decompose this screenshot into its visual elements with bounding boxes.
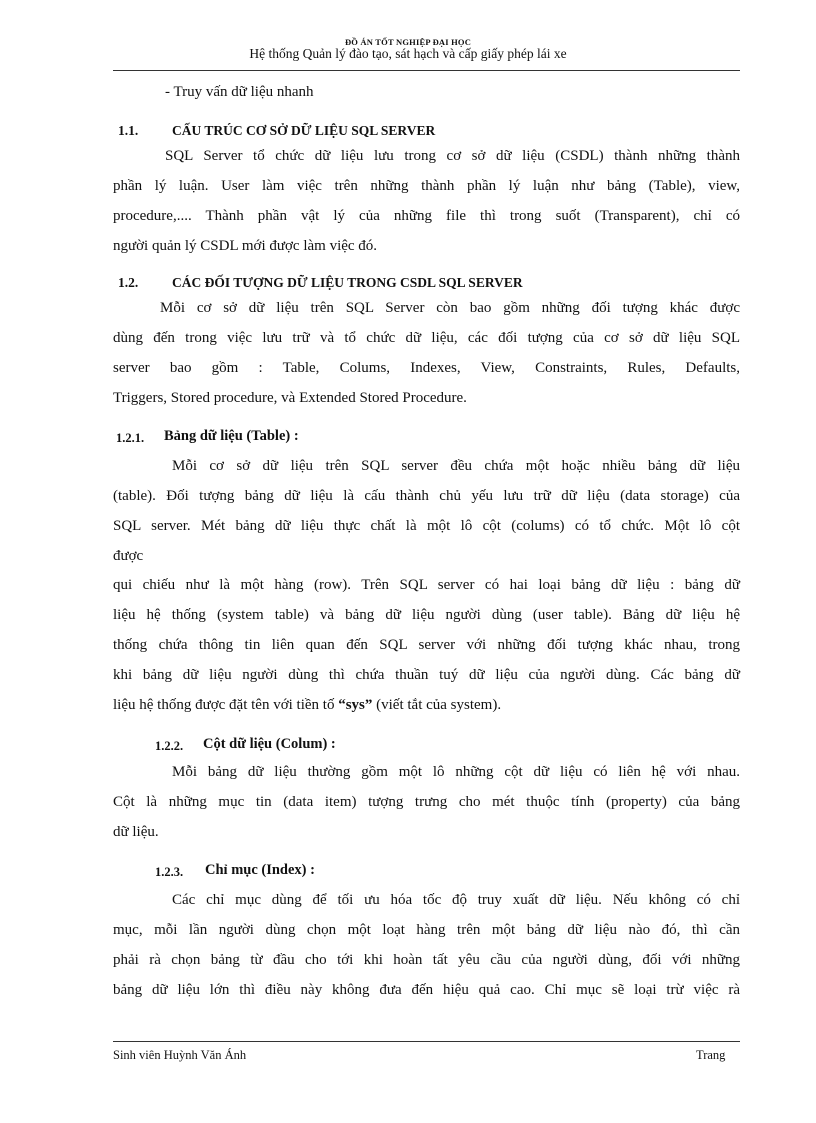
section-1-2-3-number: 1.2.3.: [155, 865, 184, 879]
section-1-1-line: phần lý luận. User làm việc trên những thành phần lý luận như bảng (Table), view,: [113, 178, 740, 194]
section-1-2-line: Mỗi cơ sở dữ liệu trên SQL Server còn bao gồm những đối tượng khác được: [160, 300, 740, 316]
header-subtitle: Hệ thống Quản lý đào tạo, sát hạch và cấp giấy phép lái xe: [249, 46, 567, 61]
last-line-post: (viết tắt của system).: [372, 697, 502, 713]
section-1-2-1-line: liệu hệ thống (system table) và bảng dữ liệu người dùng (user table). Bảng dữ liệu hệ: [113, 607, 740, 623]
section-1-2-3-title: Chỉ mục (Index) :: [205, 862, 315, 878]
section-1-2-1-line: (table). Đối tượng bảng dữ liệu là cấu thành chủ yếu lưu trữ dữ liệu (data storage) của: [113, 488, 740, 504]
section-1-1-title: CẤU TRÚC CƠ SỞ DỮ LIỆU SQL SERVER: [172, 123, 436, 138]
section-1-2-3-line: bảng dữ liệu lớn thì điều này không đưa đến hiệu quả cao. Chỉ mục sẽ loại trừ việc rà: [113, 982, 740, 998]
section-1-2-1-last-line: [113, 696, 501, 714]
section-1-1-line: procedure,.... Thành phần vật lý của những file thì trong suốt (Transparent), chỉ có: [113, 208, 740, 224]
section-1-2-1-line: qui chiếu như là một hàng (row). Trên SQL server có hai loại bảng dữ liệu : bảng dữ: [113, 577, 740, 593]
section-1-2-1-line: khi bảng dữ liệu người dùng thì chứa thuần tuý dữ liệu của người dùng. Các bảng dữ: [113, 667, 740, 683]
section-1-2-2-line: Mỗi bảng dữ liệu thường gồm một lô những cột dữ liệu có liên hệ với nhau.: [172, 764, 740, 780]
header-divider: [113, 70, 740, 71]
section-1-1-line: SQL Server tổ chức dữ liệu lưu trong cơ sở dữ liệu (CSDL) thành những thành: [165, 148, 740, 164]
section-1-2-2-line: Cột là những mục tin (data item) tượng trưng cho mét thuộc tính (property) của bảng: [113, 794, 740, 810]
section-1-2-1-line: thống chứa thông tin liên quan đến SQL server với những đối tượng khác nhau, trong: [113, 637, 740, 653]
section-1-2-2-line: dữ liệu.: [113, 824, 159, 840]
header-title: ĐỒ ÁN TỐT NGHIỆP ĐẠI HỌC: [344, 37, 472, 47]
section-1-1-number: 1.1.: [118, 123, 139, 138]
section-1-2-3-line: mục, mỗi lần người dùng chọn một loạt hàng trên một bảng dữ liệu nào đó, thì cần: [113, 922, 740, 938]
footer-divider: [113, 1041, 740, 1042]
last-line-pre: liệu hệ thống được đặt tên với tiền tố: [113, 697, 339, 713]
sys-prefix: “sys”: [338, 697, 373, 713]
section-1-2-3-line: phải rà chọn bảng từ đầu cho tới khi hoàn tất yêu cầu của người dùng, đối với những: [113, 952, 740, 968]
section-1-1-line: người quản lý CSDL mới được làm việc đó.: [113, 238, 378, 254]
section-1-2-1-line: SQL server. Mét bảng dữ liệu thực chất là một lô cột (colums) có tổ chức. Một lô cột: [113, 518, 740, 534]
section-1-2-number: 1.2.: [118, 275, 139, 290]
section-1-2-1-number: 1.2.1.: [116, 431, 145, 445]
section-1-2-1-line: Mỗi cơ sở dữ liệu trên SQL server đều chứa một hoặc nhiều bảng dữ liệu: [172, 458, 740, 474]
footer-page-label: Trang: [696, 1048, 726, 1062]
section-1-2-2-number: 1.2.2.: [155, 739, 184, 753]
section-1-2-line: server bao gồm : Table, Colums, Indexes, View, Constraints, Rules, Defaults,: [113, 360, 740, 376]
section-1-2-title: CÁC ĐỐI TƯỢNG DỮ LIỆU TRONG CSDL SQL SERVER: [172, 275, 523, 290]
section-1-2-line: Triggers, Stored procedure, và Extended Stored Procedure.: [113, 390, 467, 406]
section-1-2-3-line: Các chỉ mục dùng để tối ưu hóa tốc độ truy xuất dữ liệu. Nếu không có chỉ: [172, 892, 740, 908]
section-1-2-1-title: Bảng dữ liệu (Table) :: [164, 428, 299, 444]
section-1-2-2-title: Cột dữ liệu (Colum) :: [203, 736, 336, 752]
footer-student: Sinh viên Huỳnh Văn Ánh: [113, 1048, 247, 1062]
intro-line: - Truy vấn dữ liệu nhanh: [165, 84, 314, 100]
section-1-2-1-line: được: [113, 548, 144, 564]
section-1-2-line: dùng đến trong việc lưu trữ và tổ chức dữ liệu, các đối tượng của cơ sở dữ liệu SQL: [113, 330, 740, 346]
